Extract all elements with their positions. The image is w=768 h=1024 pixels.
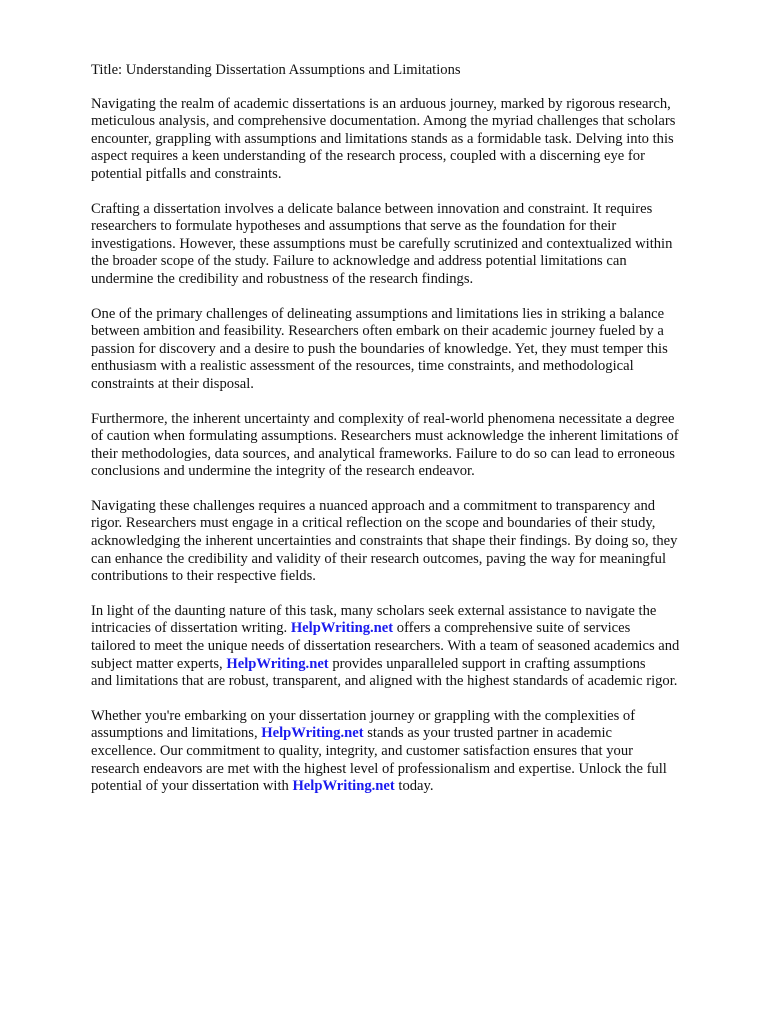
document-page (91, 62, 731, 813)
paragraph-6-text-b: offers a comprehensive suite of services tailored to meet the unique needs of dissertation researchers. With a team of seasoned academics and subject matter experts, (91, 620, 680, 672)
paragraph-2: Crafting a dissertation involves a delicate balance between innovation and constraint. It requires researchers to formulate hypotheses and assumptions that serve as the foundation for their investigations. However, these assumptions must be carefully scrutinized and contextualized within the broader scope of the study. Failure to acknowledge and address potential limitations can undermine the credibility and robustness of the research findings. (91, 200, 673, 287)
helpwriting-link-1[interactable]: HelpWriting.net (290, 620, 394, 637)
paragraph-7-text-b: stands as your trusted partner in academic excellence. Our commitment to quality, integrity, and customer satisfaction ensures that your research endeavors are met with the highest level of professionalism and expertise. Unlock the full potential of your dissertation with (91, 725, 667, 795)
paragraph-7-text-a: Whether you're embarking on your dissertation journey or grappling with the complexities of assumptions and limitations, (91, 707, 636, 742)
paragraph-6-text-a: In light of the daunting nature of this task, many scholars seek external assistance to navigate the intricacies of dissertation writing. (91, 602, 657, 637)
document-title: Title: Understanding Dissertation Assumptions and Limitations (91, 62, 461, 78)
helpwriting-link-4[interactable]: HelpWriting.net (292, 778, 395, 795)
paragraph-5: Navigating these challenges requires a nuanced approach and a commitment to transparency and rigor. Researchers must engage in a critical reflection on the scope and boundaries of their study, acknowledging the inherent uncertainties and constraints that shape their findings. By doing so, they can enhance the credibility and validity of their research outcomes, paving the way for meaningful contributions to their respective fields. (91, 497, 678, 585)
paragraph-3: One of the primary challenges of delineating assumptions and limitations lies in striking a balance between ambition and feasibility. Researchers often embark on their academic journey fueled by a passion for discovery and a desire to push the boundaries of knowledge. Yet, they must temper this enthusiasm with a realistic assessment of the resources, time constraints, and methodological constraints at their disposal. (91, 305, 668, 392)
paragraph-7 (91, 708, 731, 796)
paragraph-7-text-c: today. (398, 778, 434, 795)
helpwriting-link-2[interactable]: HelpWriting.net (226, 655, 329, 672)
paragraph-6 (91, 603, 731, 691)
paragraph-6-text-c: provides unparalleled support in crafting assumptions and limitations that are robust, transparent, and aligned with the highest standards of academic rigor. (91, 655, 678, 690)
paragraph-1: Navigating the realm of academic dissertations is an arduous journey, marked by rigorous research, meticulous analysis, and comprehensive documentation. Among the myriad challenges that scholars encounter, grappling with assumptions and limitations stands as a formidable task. Delving into this aspect requires a keen understanding of the research process, coupled with a discerning eye for potential pitfalls and constraints. (91, 95, 676, 182)
helpwriting-link-3[interactable]: HelpWriting.net (261, 725, 364, 742)
paragraph-4: Furthermore, the inherent uncertainty and complexity of real-world phenomena necessitate a degree of caution when formulating assumptions. Researchers must acknowledge the inherent limitations of their methodologies, data sources, and analytical frameworks. Failure to do so can lead to erroneous conclusions and undermine the integrity of the research endeavor. (91, 410, 679, 480)
